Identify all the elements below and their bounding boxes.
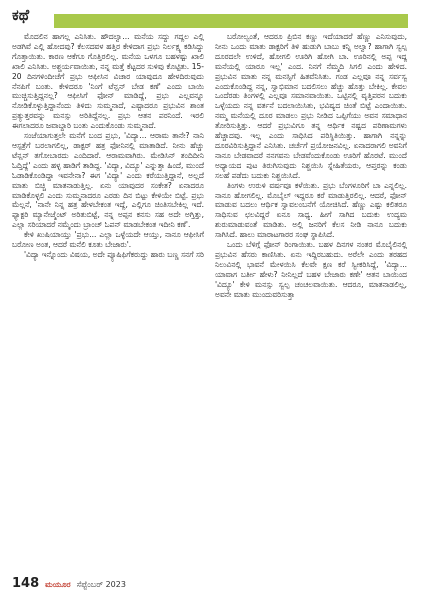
paragraph: ತಿಂಗಳು ಉರುಳಿ ವರ್ಷವೂ ಕಳೆಯಿತು. ಪ್ರಭು ಬೆಂಗಳೂರಿಗೆ ಬಾ ಎನ್ನಲಿಲ್ಲ. ನಾನೂ ಹೋಗಲಿಲ್ಲ. ಮೊಬೈಲ್ ಇದ್ದರೂ ಕರೆ ಮಾಡುತ್ತಿರಲಿಲ್ಲ. ಆದರೆ, ಫೋನ್ ಮಾಡುವ ಬದಲು ಆರ್ಥಿಕ ಸ್ವಾವಲಂಬನೆಗೆ ಯೋಚಿಸಿದೆ. ಹೆಣ್ಣು ಎಷ್ಟು ಕಲಿತರೂ ಸಾಧಿಸುವ ಛಲವಿದ್ದರೆ ಏನೂ ಸಾಧ್ಯ. ಹೀಗೆ ಸಾಗಿದ ಬದುಕು ಉದ್ಯಮ ಶುರುಮಾಡುವಂತೆ ಮಾಡಿತು. ಅಲ್ಲಿ ಜನರಿಗೆ ಕೆಲಸ ನೀಡಿ ನಾನೂ ಬದುಕು ಸಾಗಿಸಿದೆ. ಹಾಲು ಮಾರಾಟಗಾರರ ಸಂಘ ಸ್ಥಾಪಿಸಿದೆ. — [215, 180, 407, 240]
left-column — [12, 32, 204, 564]
section-label: ಕಥೆ — [12, 6, 30, 24]
paragraph: ಒಂದು ಬೆಳಿಗ್ಗೆ ಫೋನ್ ರಿಂಗಾಯಿತು. ಬಹಳ ದಿನಗಳ ನಂತರ ಮೊಬೈಲಿನಲ್ಲಿ ಪ್ರಭುವಿನ ಹೆಸರು ಕಾಣಿಸಿತು. ಏನು ಇದ್ದಿರಬಹುದು. ಅರೆಲೇ ಎಂದು ತರಹದ ನಿಲುವಿನಲ್ಲಿ ಭಾವನೆ ಮೇಳಯಿಸಿ ಕೆಲವೇ ಕ್ಷಣ ಕರೆ ಸ್ವೀಕರಿಸಿದ್ದೆ, 'ವಿದ್ಯಾ... ಯಾವಾಗ ಬರ್ತೀ ಹೇಳು? ನೀನಿಲ್ಲದೆ ಬಹಳ ಬೇಜಾರು ಕಣೇ' ಆತನ ಬಾಯಿಂದ 'ವಿದ್ಯೂ' ಕೇಳಿ ಮನಸ್ಸು ಸ್ವಲ್ಪ ಚಂಚಲವಾಯಿತು. ಆದರೂ, ಮಾತನಾಡಲಿಲ್ಲ, ಅವನೇ ಮಾತು ಮುಂದುವರಿಸುತ್ತಾ — [215, 240, 407, 299]
paragraph: ಸಂಜೆಯಾಗುತ್ತಲೇ ಮನೆಗೆ ಬಂದ ಪ್ರಭು, 'ವಿದ್ಯಾ... ಆರಾಮ ತಾನೇ? ನಾನಿ ಆಸ್ಪತ್ರೆಗೆ ಬರಲಾಗಲಿಲ್ಲ, ಡಾಕ್ಟರ್ ಹತ್ರ ಫೋನಿನಲ್ಲಿ ಮಾತಾಡಿದೆ. ನೀನು ಹೆಚ್ಚು ಟೆನ್ಷನ್ ತಗೋಬಾರದು ಎಂದಿದಾರೆ. ಆರಾಮವಾಗಿರು. ಮೇಡಿಸಿನ್ ತಂದಿದೀನಿ ಓದ್ತಿದ್ದೆ' ಎಂದು ಹಳ್ಳ ಹಾಡಿಗೆ ತಾಡಿದ್ದ. 'ವಿದ್ಯಾ, ವಿದ್ಯೂ' ಎನ್ನುತ್ತಾ ಹಿಂದೆ, ಮುಂದೆ ಓಡಾಡಿಕೊಂಡಿದ್ದಾ ಇವನೇನಾ? ಈಗ 'ವಿದ್ಯಾ' ಎಂದು ಕರೆಯುತ್ತಿದ್ದಾನೆ, ಅಲ್ಲದೆ ಮಾತು ಬಿಚ್ಚಿ ಮಾತನಾಡುತ್ತಿಲ್ಲ. ಏನು ಯಾವುದರ ಸಂಕೇತ? ಏನಾದರೂ ಮಾಡಿಕೊಳ್ಳಲಿ ಎಂದು ಸುಮ್ಮನಾದರೂ ಎರಡು ದಿನ ಬಿಟ್ಟು ಕೇಳಿಯೇ ಬಿಟ್ಟೆ. ಪ್ರಭು ಮೆಲ್ಲನೆ, 'ನಾನೇ ನಿನ್ನ ಹತ್ರ ಹೇಳಬೇಕಂತ ಇದ್ದೆ, ಎಲ್ಲಿಗೂ ಚಿಂತಿಸಬೇಕಿಲ್ಲ ಇದೆ. ಫ್ಯಾಕ್ಟರಿ ಮ್ಯಾನೇಜ್ಮೆಂಟ್ ಅರಿತುಬಿಟ್ಟೆ, ನನ್ನ ಅಪ್ಪನ ಕನಸು ಸಹ ಅದೇ ಅಗ್ತಿತ್ತು, ಎಲ್ಲಾ ಸರಿಯಾದರೆ ನಮ್ಮೆಂದು ಬ್ರಾಂಚ್ ಓಪನ್ ಮಾಡಬೇಕಂತ ಇದೀನಿ ಕಣೆ'. — [12, 131, 204, 230]
page-footer — [12, 576, 126, 592]
header-band — [54, 14, 408, 28]
paragraph: ಮೊದಲಿನ ಹಾಗಲ್ಲ ಎನಿಸಿತು. ಹೌದಲ್ವಾ... ಮನೆಯ ಸದ್ದು ಗದ್ದಲ ಎಲ್ಲಿ ಅಡಗಿವೆ ಎಲ್ಲಿ ಹೋದವು? ಕೆಲಸದವಳ ಹತ್ತಿರ ಕೇಳಿದಾಗ ಪ್ರಭು ನಿರ್ಲಕ್ಷ್ಯ ಕಡಿಸಿದ್ದು ಗೊತ್ತಾಯಿತು. ಕಾರಣ ಆಕೆಗೂ ಗೊತ್ತಿರಲಿಲ್ಲ. ಮನೆಯ ಒಳಗೂ ಬಹಳಷ್ಟು ಖಾಲಿ ಖಾಲಿ ಎನಿಸಿತು. ಅಶ್ಚರ್ಯವಾಯಿತು, ನನ್ನ ಮತ್ತೆ ಕೆಟ್ಟದರ ಸುಳಿವು ಕೊಟ್ಟಿತು. 15-20 ದಿನಗಳಿಂದೀಚೆಗೆ ಪ್ರಭು ಆಫೀಸಿನ ವಿಚಾರ ಯಾವುದೂ ಹೇಳದಿರುವುದು ನೆನಪಿಗೆ ಬಂತು. ಕೇಳಿದರೂ 'ನಿಂಗೆ ಟೆನ್ಷನ್ ಬೇಡ ಕಣೆ' ಎಂದು ಬಾಯಿ ಮುಚ್ಚಿಸುತ್ತಿದ್ದನಲ್ಲ? ಆಫೀಸಿಗೆ ಫೋನ್ ಮಾಡಿದ್ದೆ, ಪ್ರಭು ಎಲ್ಲವನ್ನೂ ನೋಡಿಕೊಳ್ಳುತ್ತಿದ್ದಾನೆಂದು ತಿಳಿದು ಸುಮ್ಮನಾದೆ, ಎಷ್ಟಾದರೂ ಪ್ರಭುವಿನ ಶಾಂತ ಪ್ರತ್ಯುತ್ತರವನ್ನು ಮನಸ್ಸು ಅರಿತಿದ್ದೆನಲ್ಲ. ಪ್ರಭು ಆತನ ಪರನಿಂದೆ. ಇರಲಿ ಈಗಲಾದರೂ ಜವಾಬ್ದಾರಿ ಬಂತು ಎಂದುಕೊಂಡು ಸುಮ್ಮನಾದೆ. — [12, 32, 204, 131]
issue-date: ಸೆಪ್ಟೆಂಬರ್ 2023 — [76, 580, 126, 589]
paragraph: 'ವಿದ್ಯಾ ಇನ್ನೊಂದು ವಿಷಯ, ಅದೇ ಪ್ಯೂಷಿಫಿಗೆಕರುದ್ದು ಹಾರು ಬಣ್ಣ ಸನಗೆ ಸರಿ — [24, 249, 204, 259]
page-number: 148 — [12, 576, 40, 591]
paragraph: ಬರೋಲ್ವಂತೆ, ಆದರೂ ಪ್ರಿಬಿನ ಕಣ್ಣು ಇದೆಯಾದರೆ ಹೆಣ್ಣು ಎನಿಸುವುದು, ನೀನು ಒಂದು ಮಾತು ಡಾಕ್ಟರಿಗೆ ತಿಳಿ ಹುಡುಗಿ ಬಾಬು ಕನ್ನಿ ಅಲ್ವಾ? ಹಾಗಾಗಿ ಸ್ವಲ್ಪ ದೂರದಲೇ ಉಳಿದೆ, ಹೋಗಲಿ ಊರಿಗಿ ಹೋಗಿ ಬಾ. ಊರಿನಲ್ಲಿ ಅಪ್ಪ ಇದ್ದ ಮನೆಯಲ್ಲಿ ಯಾರೂ ಇಲ್ಲ' ಎಂದ. ನಿನಗೆ ನೆಮ್ಮದಿ ಸಿಗಲಿ ಎಂದು ಹೇಳಿದ. ಪ್ರಭುವಿನ ಮಾತು ನನ್ನ ಮನಸ್ಸಿಗೆ ಹಿತವೆನಿಸಿತು. ಗಂಡ ಎಲ್ಲವೂ ನನ್ನ ಸರ್ವಸ್ವ ಎಂದುಕೊಂಡಿದ್ದ ನನ್ನ, ಸ್ವಾಭಿಮಾನ ಬದಲಿಸಲು ಹೆಚ್ಚು ಹೊತ್ತು ಬೇಕಿಲ್ಲ. ಕೇವಲ ಒಂದೆರಡು ತಿಂಗಳಲ್ಲಿ ಎಲ್ಲವೂ ಸಮಾನವಾಯಿತು. ಒಟ್ಟಿನಲ್ಲಿ ವೃತ್ತಿಪರನ ಬದುಕು ಒಳ್ಳೆಯದು ನನ್ನ ವರ್ತನೆ ಬದಲಾಯಿಸಿತು, ಭವಿಷ್ಯದ ಚಿಂತೆ ಬಿಟ್ಟೆ ಎಂದಾಯಿತು. ನಮ್ಮ ಮನೆಯಲ್ಲಿ ದೂರ ಮಾಡಲು ಪ್ರಭು ನೀಡಿದ ಒಪ್ಪಿಗೆಯು ಅವನ ಸಮಾಧಾನ ತೋರಿಸುತ್ತಿತ್ತು. ಆದರೆ ಪ್ರಭುವಿಗೂ ತನ್ನ ಆರ್ಥಿಕ ನಷ್ಟದ ಪರಿಣಾಮಗಳು ಹೆಚ್ಚಾದವು. ಇಲ್ಲ ಎಂದು ಸಾಧಿಸಿದ ಪರಿಸ್ಥಿತಿಯಿತ್ತು. ಹಾಗಾಗಿ ನನ್ನನ್ನು ದೂರವಿರಿಸುತ್ತಿದ್ದಾನೆ ಎನಿಸಿತು. ಚರ್ಚೆಗೆ ಪ್ರಯೋಜನವಿಲ್ಲ. ಏನಾದರಾಗಲಿ ಅವನಿಗೆ ನಾನೂ ಬೇಡವಾದರೆ ನನಗವನು ಬೇಡವೆಂದುಕೊಂಡು ಊರಿಗೆ ಹೊರಟೆ. ಮುಂದೆ ಅಧ್ಯಾಯದ ಪುಟ ತಿರುಗಿಸುವುದು ನಿಶ್ಚಯಿಸಿ ಸ್ನೇಹಿತೆಯರು, ಆಪ್ತರನ್ನು ಕಂಡು ಸಲಹೆ ಪಡೆದು ಬದುಕು ನಿಶ್ಚಯಿಸಿದೆ. — [215, 32, 407, 180]
page-header — [12, 4, 408, 32]
magazine-name: ಮಯೂರ — [45, 580, 71, 589]
paragraph: ಕೇಳಿ ಖುಷಿಯಾಯ್ತು 'ಪ್ರಭು... ಎಲ್ಲಾ ಒಳ್ಳೆಯದೇ ಆಯ್ತು, ನಾನೂ ಆಫೀಸಿಗೆ ಬರೋಣ ಅಂತ, ಆದರೆ ಮನೆಲಿ ಕೂತು ಬೇಜಾರು'. — [12, 230, 204, 250]
right-column — [215, 32, 407, 564]
